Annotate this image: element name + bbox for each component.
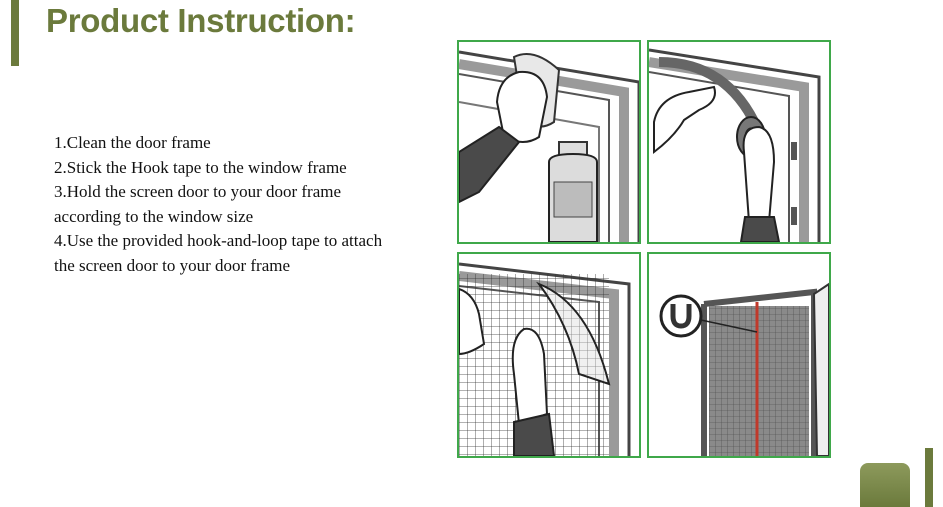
tape-roll-icon — [649, 42, 829, 242]
step2-illustration — [647, 40, 831, 244]
instruction-line: the screen door to your door frame — [54, 255, 291, 275]
step4-illustration — [647, 252, 831, 458]
decorative-corner-bar — [925, 448, 933, 507]
instruction-line: 1.Clean the door frame — [54, 133, 211, 152]
step3-illustration — [457, 252, 641, 458]
cleaning-hand-icon — [459, 42, 639, 242]
magnet-icon — [649, 254, 829, 456]
instruction-line: 4.Use the provided hook-and-loop tape to attach — [54, 231, 383, 250]
step1-illustration — [457, 40, 641, 244]
mesh-screen-icon — [459, 254, 639, 456]
page-title: Product Instruction: — [46, 2, 356, 39]
header-accent-bar — [11, 0, 19, 66]
instruction-line: 2.Stick the Hook tape to the window frame — [54, 157, 347, 177]
decorative-corner-block — [860, 463, 910, 507]
instruction-line: 3.Hold the screen door to your door frame — [54, 182, 342, 201]
instruction-list — [54, 131, 434, 278]
instruction-line: according to the window size — [54, 206, 254, 226]
